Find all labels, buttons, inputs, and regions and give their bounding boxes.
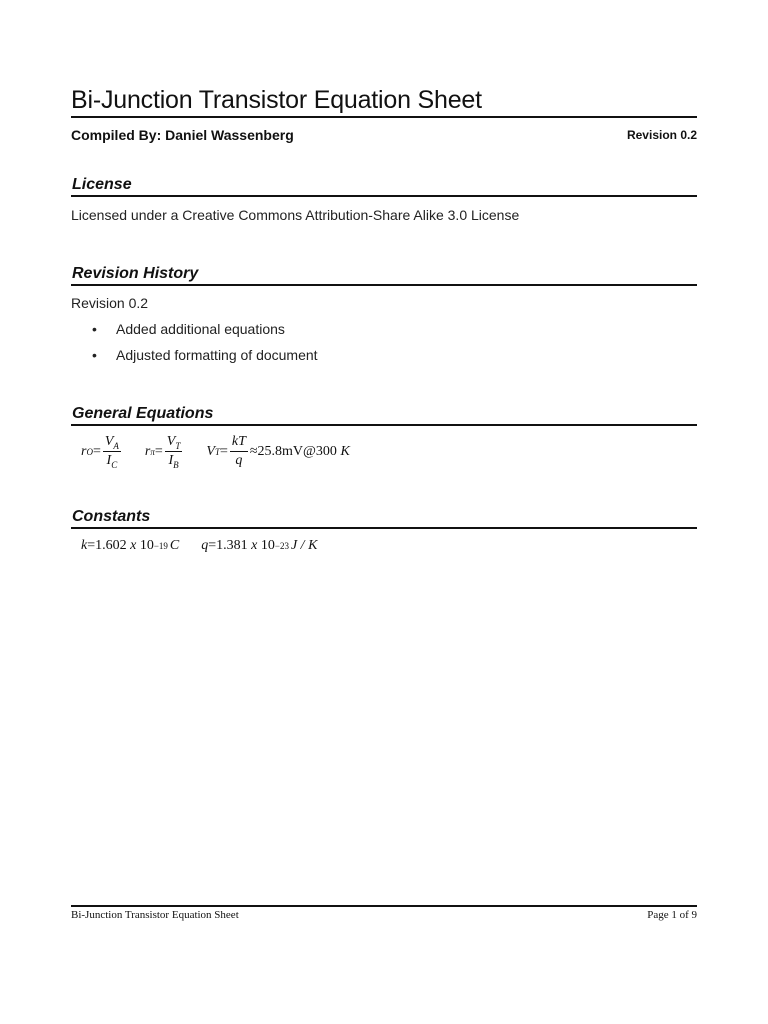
footer-title: Bi-Junction Transistor Equation Sheet — [71, 909, 239, 921]
revision-version: Revision 0.2 — [71, 295, 149, 311]
list-item — [92, 347, 318, 363]
thermal-voltage-equation: V T = $\frac{kT}{q}$ ≈25.8mV@300 K — [206, 434, 350, 468]
revision-history-heading: Revision History — [72, 265, 199, 282]
revision-history-rule — [71, 284, 697, 286]
output-resistance-equation: r O = $\frac{V_A}{I_C}$ — [81, 434, 119, 470]
bullet-icon: • — [92, 321, 97, 337]
general-equations-rule — [71, 424, 697, 426]
revision-tag: Revision 0.2 — [626, 128, 697, 142]
general-equations-heading: General Equations — [72, 405, 214, 422]
document-title: Bi-Junction Transistor Equation Sheet — [71, 86, 482, 114]
license-heading: License — [72, 176, 132, 193]
constant-q: q = 1.381 x 10 −23 J / K — [201, 538, 318, 553]
bullet-icon: • — [92, 347, 97, 363]
constants-rule — [71, 527, 697, 529]
license-rule — [71, 195, 697, 197]
constants-row — [81, 538, 339, 554]
document-page — [71, 0, 697, 1024]
constant-k: k = 1.602 x 10 −19 C — [81, 538, 180, 553]
compiled-by-line: Compiled By: Daniel Wassenberg — [71, 127, 294, 143]
equations-row — [81, 435, 372, 468]
list-item-text: Adjusted formatting of document — [116, 347, 318, 363]
footer-rule — [71, 905, 697, 907]
page-number: Page 1 of 9 — [647, 909, 697, 921]
list-item — [92, 321, 285, 337]
title-rule — [71, 116, 697, 118]
r-pi-equation: r π = $\frac{V_T}{I_B}$ — [144, 434, 181, 470]
license-text: Licensed under a Creative Commons Attribution-Share Alike 3.0 License — [71, 207, 520, 223]
list-item-text: Added additional equations — [116, 321, 285, 337]
constants-heading: Constants — [72, 508, 151, 525]
